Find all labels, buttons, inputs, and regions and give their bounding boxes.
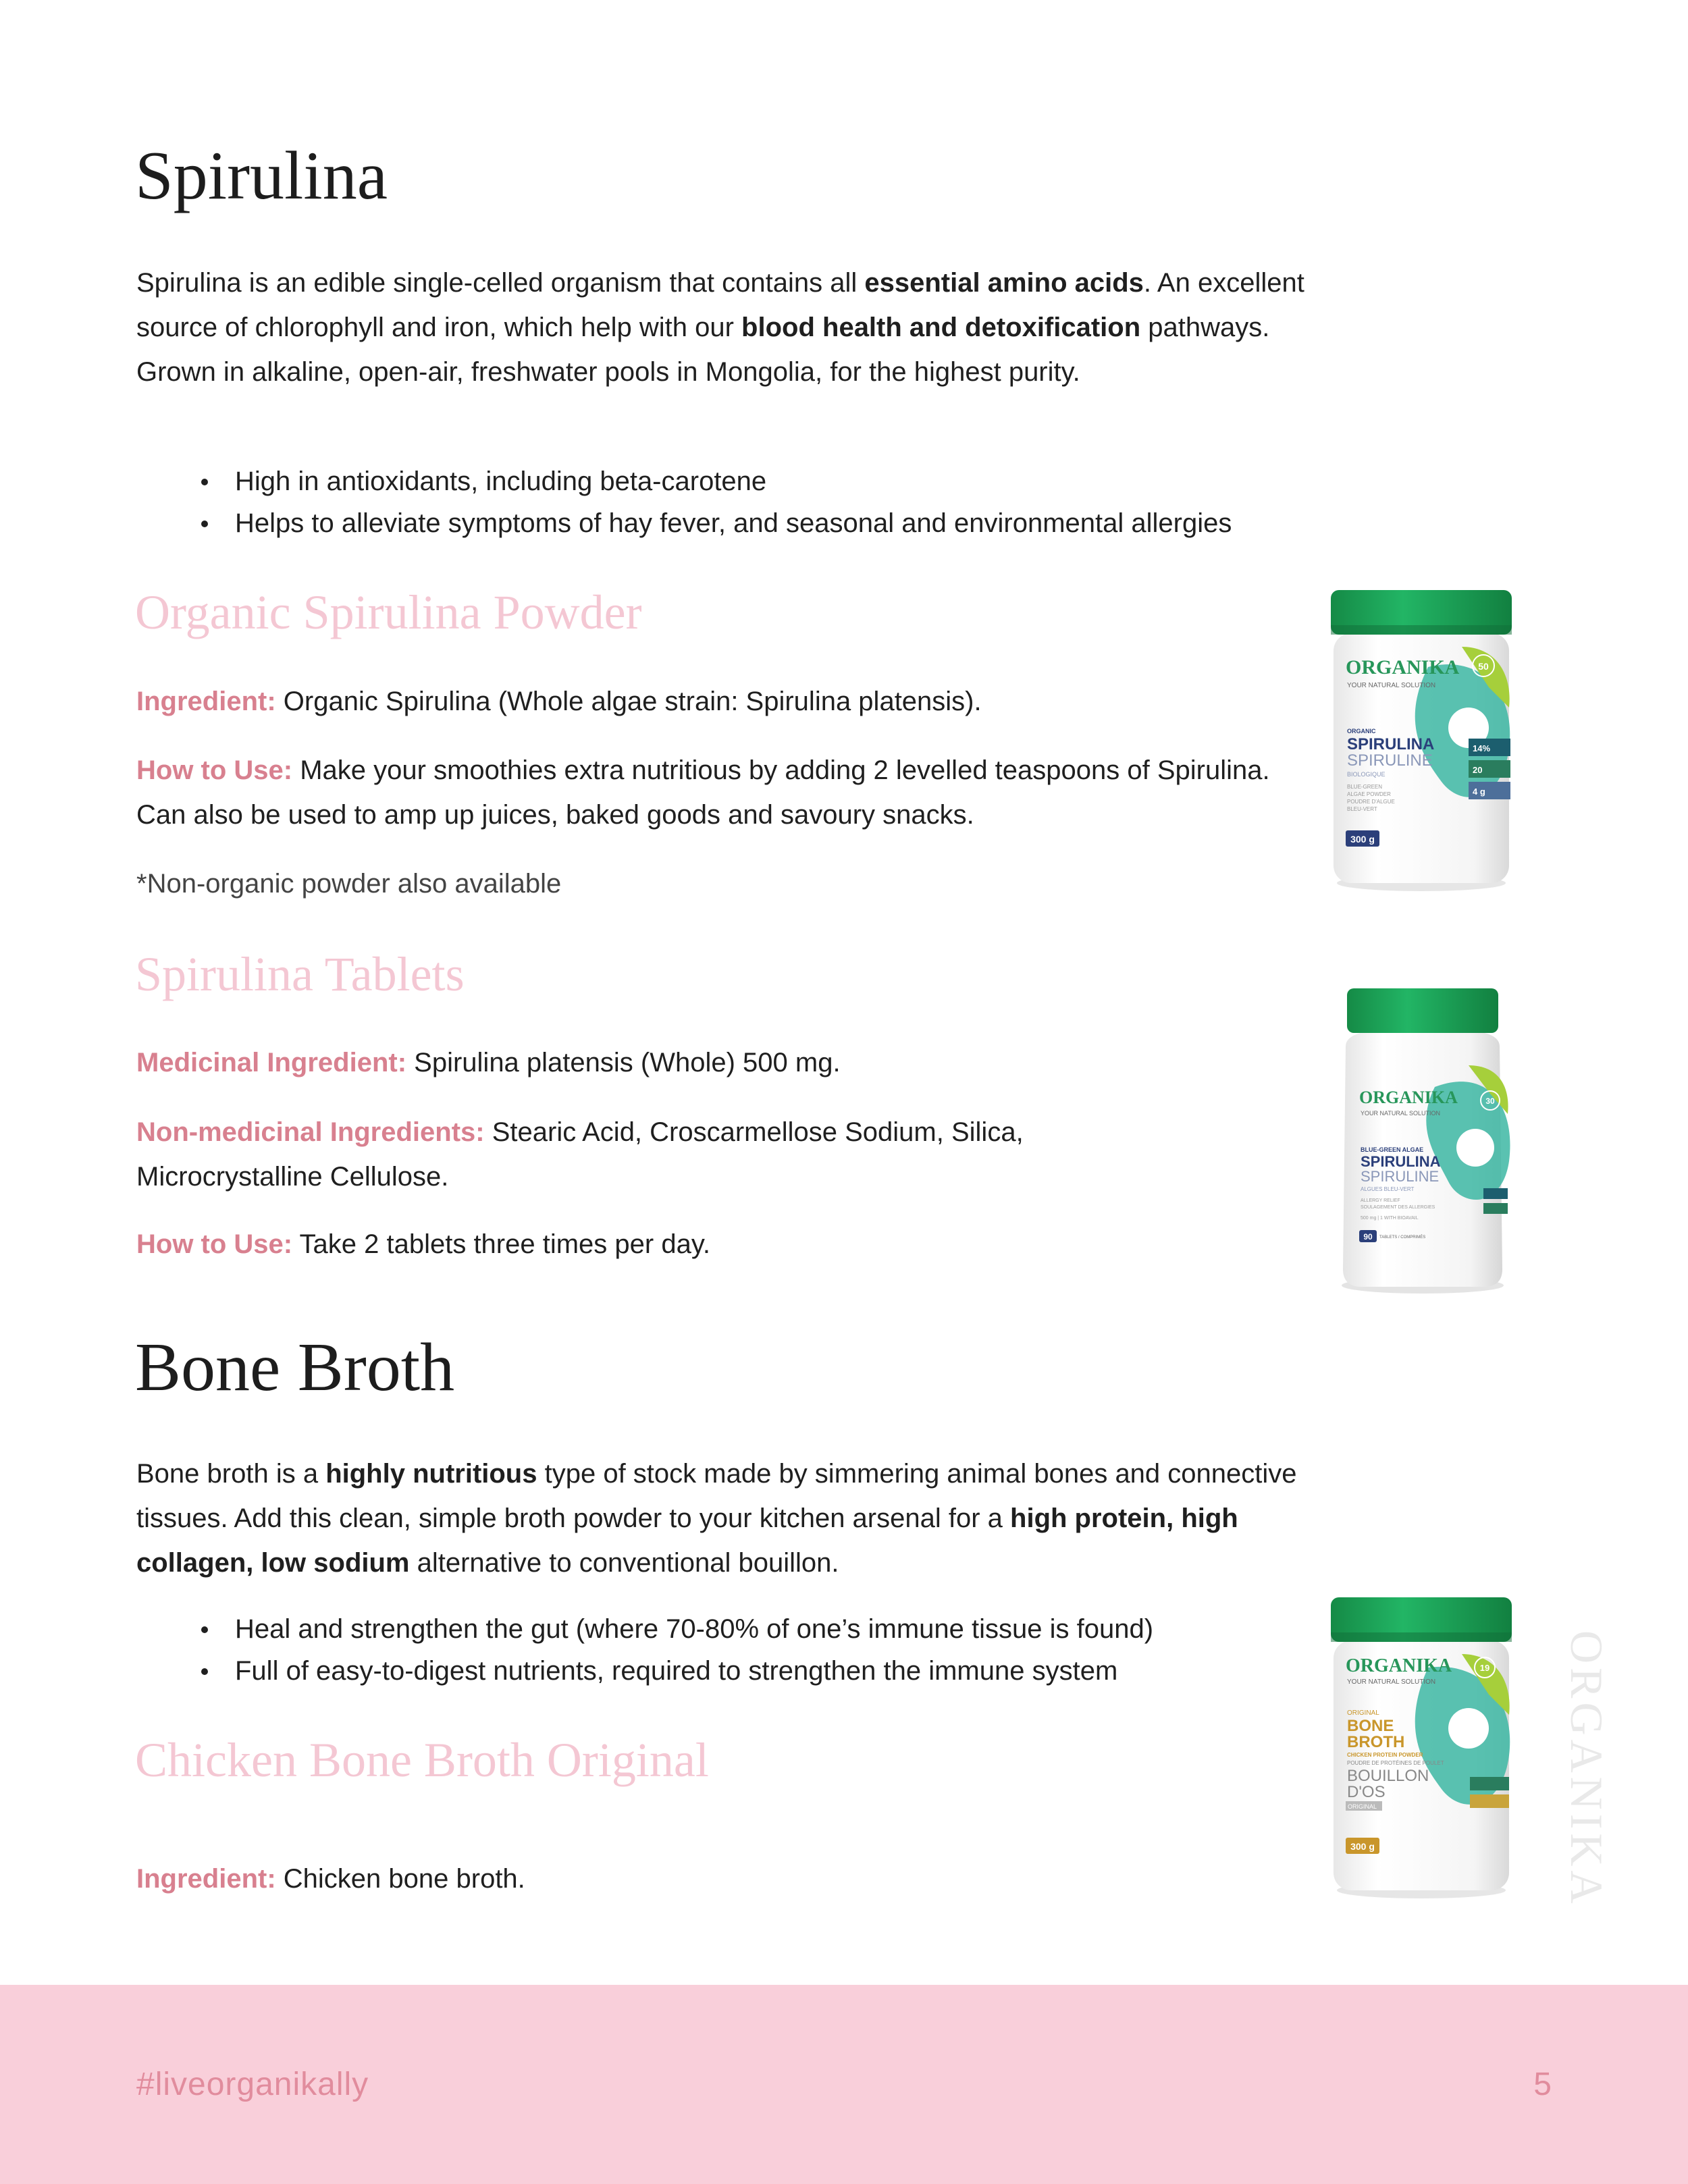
page-title-spirulina: Spirulina [135,138,388,214]
intro-bold: blood health and detoxification [741,313,1141,342]
jar-desc-2: POUDRE DE PROTÉINES DE POULET [1347,1760,1444,1766]
bone-broth-intro [136,1451,1311,1585]
how-to-use-text: Take 2 tablets three times per day. [292,1229,710,1259]
jar-subtitle: ORGANIC [1347,728,1376,735]
list-item: Heal and strengthen the gut (where 70-80% of one’s immune tissue is found) [235,1608,1518,1650]
jar-stat-2: 20 [1473,765,1483,775]
medicinal-ingredient-text: Spirulina platensis (Whole) 500 mg. [406,1048,841,1077]
side-brand-watermark: ORGANIKA [1561,1630,1612,1908]
tablets-how-to-use [136,1222,1325,1267]
jar-desc-2: BLUE-GREEN [1347,784,1383,790]
bone-broth-benefits-list [136,1608,1518,1692]
jar-desc-5: BLEU-VERT [1347,806,1377,812]
non-medicinal-label: Non-medicinal Ingredients: [136,1117,485,1147]
jar-desc-3: ALGAE POWDER [1347,791,1391,797]
ingredient-text: Organic Spirulina (Whole algae strain: Spirulina platensis). [275,687,982,716]
section-title-chicken-bone-broth: Chicken Bone Broth Original [135,1733,709,1787]
spirulina-benefits-list [136,460,1518,544]
jar-weight: 300 g [1350,1841,1375,1852]
jar-tagline: YOUR NATURAL SOLUTION [1361,1110,1441,1117]
jar-name-2: SPIRULINE [1361,1168,1440,1185]
jar-badge: 50 [1478,661,1489,672]
intro-text: type of stock made by simmering animal bones and connective tissues. Add this clean, simple broth powder to your kitchen arsenal for a [136,1459,1297,1533]
how-to-use-label: How to Use: [136,755,293,785]
jar-desc-1: BIOLOGIQUE [1347,771,1386,778]
ingredient-text: Chicken bone broth. [275,1864,525,1894]
list-item: Full of easy-to-digest nutrients, required to strengthen the immune system [235,1650,1518,1692]
jar-desc-4: 500 mg | 1 WITH BIOAVAIL [1361,1216,1419,1221]
jar-desc-4: POUDRE D'ALGUE [1347,799,1395,805]
list-item: Helps to alleviate symptoms of hay fever, and seasonal and environmental allergies [235,502,1518,544]
jar-badge: 19 [1479,1663,1490,1673]
bone-broth-jar-image [1327,1593,1516,1901]
jar-name-1: BONE [1347,1717,1394,1735]
intro-text: alternative to conventional bouillon. [409,1548,839,1578]
jar-count-label: TABLETS / COMPRIMÉS [1379,1235,1426,1240]
intro-bold: highly nutritious [325,1459,537,1489]
page-number: 5 [1533,2067,1552,2102]
section-title-tablets: Spirulina Tablets [135,947,465,1001]
powder-note: *Non-organic powder also available [136,869,562,899]
jar-badge: 30 [1485,1096,1495,1106]
jar-stat-1: 14% [1473,743,1491,753]
jar-name-3: BOUILLON [1347,1767,1429,1785]
medicinal-ingredient-label: Medicinal Ingredient: [136,1048,407,1077]
spirulina-powder-jar-image [1327,586,1516,894]
non-medicinal-text: Stearic Acid, Croscarmellose Sodium, Silica, Microcrystalline Cellulose. [136,1117,1024,1192]
jar-brand: ORGANIKA [1346,656,1460,678]
jar-brand: ORGANIKA [1346,1655,1452,1676]
intro-text: Spirulina is an edible single-celled organism that contains all [136,268,865,298]
intro-text: Bone broth is a [136,1459,326,1489]
jar-tagline: YOUR NATURAL SOLUTION [1347,1678,1436,1686]
jar-subtitle: BLUE-GREEN ALGAE [1361,1146,1424,1153]
jar-name-1: SPIRULINA [1347,735,1435,753]
spirulina-tablets-jar-image [1334,986,1512,1296]
jar-subtitle: ORIGINAL [1347,1709,1379,1717]
footer-hashtag: #liveorganikally [136,2067,369,2102]
chicken-ingredient [136,1857,1325,1901]
intro-text: . An excellent source of chlorophyll and iron, which help with our [136,268,1304,342]
jar-count: 90 [1363,1232,1373,1242]
jar-name-2: BROTH [1347,1733,1405,1751]
powder-how-to-use [136,748,1284,837]
ingredient-label: Ingredient: [136,1864,276,1894]
jar-weight: 300 g [1350,834,1375,845]
jar-tagline: YOUR NATURAL SOLUTION [1347,682,1436,689]
page-title-bone-broth: Bone Broth [135,1329,455,1406]
intro-bold: high protein, high collagen, low sodium [136,1503,1238,1578]
intro-text: pathways. Grown in alkaline, open-air, freshwater pools in Mongolia, for the highest purity. [136,313,1270,387]
section-title-powder: Organic Spirulina Powder [135,585,642,639]
jar-desc-3: ORIGINAL [1348,1803,1377,1810]
list-item: High in antioxidants, including beta-carotene [235,460,1518,502]
tablets-medicinal-ingredient [136,1040,1325,1085]
how-to-use-text: Make your smoothies extra nutritious by adding 2 levelled teaspoons of Spirulina. Can also be used to amp up juices, baked goods and savoury snacks. [136,755,1270,830]
jar-name-1: SPIRULINA [1361,1153,1441,1170]
jar-name-4: D'OS [1347,1783,1386,1801]
jar-stat-3: 4 g [1473,787,1485,797]
intro-bold: essential amino acids [864,268,1144,298]
ingredient-label: Ingredient: [136,687,276,716]
jar-desc-1: CHICKEN PROTEIN POWDER [1347,1752,1423,1758]
powder-ingredient [136,679,1325,724]
jar-brand: ORGANIKA [1359,1088,1458,1107]
how-to-use-label: How to Use: [136,1229,293,1259]
jar-desc-3: SOULAGEMENT DES ALLERGIES [1361,1205,1435,1210]
tablets-non-medicinal-ingredients [136,1110,1149,1199]
jar-desc-1: ALGUES BLEU-VERT [1361,1186,1415,1192]
jar-desc-2: ALLERGY RELIEF [1361,1198,1400,1203]
spirulina-intro [136,261,1325,394]
jar-name-2: SPIRULINE [1347,751,1433,770]
